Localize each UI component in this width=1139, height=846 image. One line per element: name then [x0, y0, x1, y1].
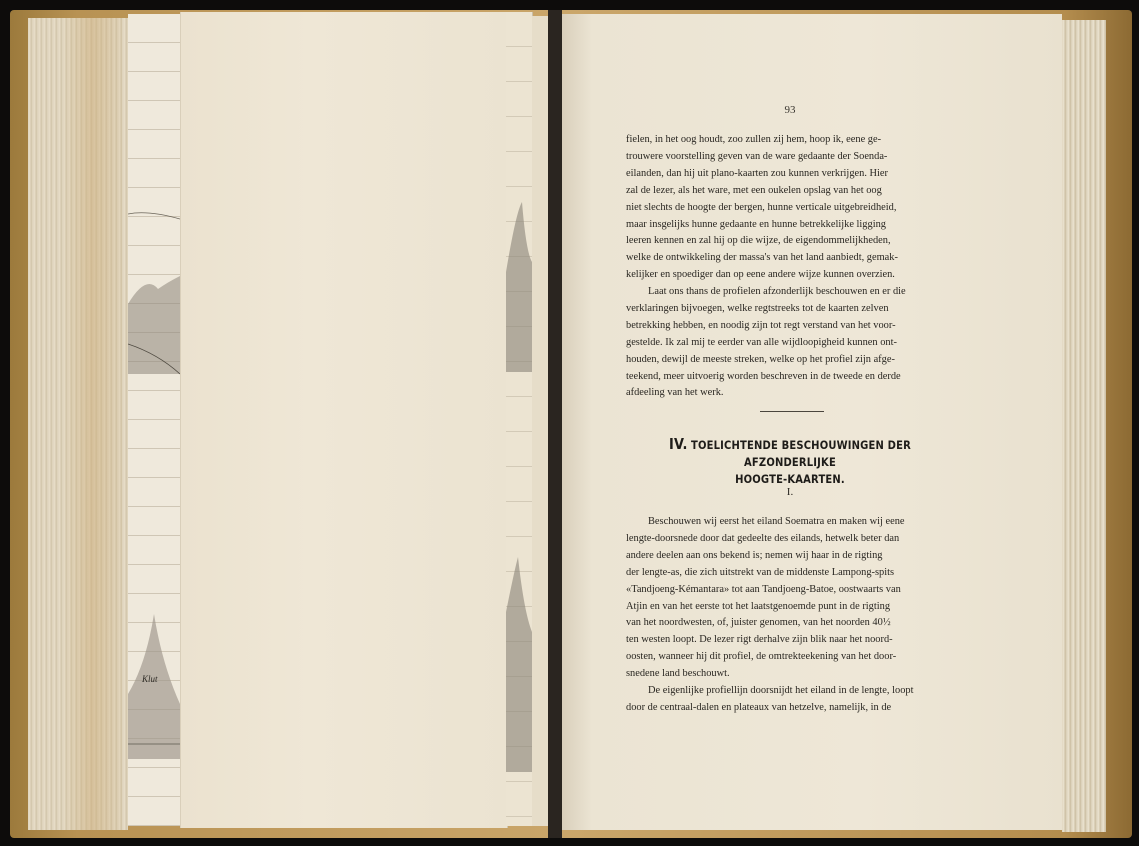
map-label-klut: Klut [142, 674, 158, 684]
paragraph-1 [626, 132, 954, 284]
text-line: afdeeling van het werk. [626, 387, 724, 399]
paragraph-3 [626, 514, 954, 683]
text-line: trouwere voorstelling geven van de ware gedaante der Soenda- [626, 150, 888, 162]
text-line: Beschouwen wij eerst het eiland Soematra en maken wij eene [648, 516, 905, 527]
right-page-edges [1062, 20, 1106, 832]
text-line: teekend, meer uitvoerig worden beschreven in de tweede en derde [626, 370, 901, 382]
text-line: niet slechts de hoogte der bergen, hunne verticale uitgebreidheid, [626, 201, 897, 213]
left-page-edges [28, 18, 128, 830]
text-line: betrekking hebben, en noodig zijn tot regt verstand van het voor- [626, 319, 896, 331]
blank-folded-page [180, 12, 508, 828]
page-stain [62, 18, 122, 830]
folded-map-strip-left [128, 14, 181, 826]
book-spine-gutter [548, 10, 562, 838]
text-line: fielen, in het oog houdt, zoo zullen zij hem, hoop ik, eene ge- [626, 134, 882, 145]
text-line: welke de ontwikkeling der massa's van het land aanbiedt, gemak- [626, 252, 898, 264]
paragraph-4 [626, 683, 954, 717]
text-line: ten westen loopt. De lezer rigt derhalve zijn blik naar het noord- [626, 634, 893, 646]
text-line: kelijker en spoediger dan op eene andere wijze kunnen overzien. [626, 269, 895, 281]
text-line: leeren kennen en zal hij op die wijze, de eigendommelijkheden, [626, 235, 891, 247]
heading-line-2: HOOGTE-KAARTEN. [735, 472, 845, 486]
heading-line-1 [649, 436, 931, 471]
heading-roman-numeral: IV. [669, 435, 688, 453]
text-line: De eigenlijke profiellijn doorsnijdt het eiland in de lengte, loopt [648, 685, 914, 696]
text-line: verklaringen bijvoegen, welke regtstreeks tot de kaarten zelven [626, 302, 889, 314]
text-line: Atjin en van het eerste tot het laatstgenoemde punt in de rigting [626, 600, 891, 612]
section-heading [649, 436, 931, 488]
mountain-profile-illustration [506, 12, 532, 826]
text-line: lengte-doorsnede door dat gedeelte des eilands, hetwelk beter dan [626, 532, 900, 544]
text-line: snedene land beschouwt. [626, 668, 730, 680]
paragraph-2 [626, 284, 954, 402]
text-line: maar insgelijks hunne gedaante en hunne betrekkelijke ligging [626, 218, 886, 230]
mountain-profile-illustration [128, 14, 180, 826]
text-line: oosten, wanneer hij dit profiel, de omtrekteekening van het door- [626, 651, 897, 663]
text-line: van het noordwesten, of, juister genomen, van het noorden 40½ [626, 617, 891, 629]
text-line: andere deelen aan ons bekend is; nemen wij haar in de rigting [626, 549, 883, 561]
text-line: eilanden, dan hij uit plano-kaarten zou kunnen verkrijgen. Hier [626, 167, 888, 179]
subsection-number: I. [786, 486, 794, 498]
folded-map-strip-right [506, 12, 533, 826]
text-line: Laat ons thans de profielen afzonderlijk beschouwen en er die [648, 286, 906, 297]
text-line: houden, dewijl de meeste streken, welke op het profiel zijn afge- [626, 353, 895, 365]
page-number: 93 [784, 104, 796, 116]
text-line: gestelde. Ik zal mij te eerder van alle wijdloopigheid kunnen ont- [626, 336, 897, 348]
section-divider [760, 411, 824, 412]
text-line: der lengte-as, die zich uitstrekt van de middenste Lampong-spits [626, 566, 895, 578]
text-line: «Tandjoeng-Kémantara» tot aan Tandjoeng-Batoe, oostwaarts van [626, 583, 901, 595]
text-line: zal de lezer, als het ware, met een oukelen opslag van het oog [626, 184, 882, 196]
text-line: door de centraal-dalen en plateaux van hetzelve, namelijk, in de [626, 701, 892, 713]
heading-text: TOELICHTENDE BESCHOUWINGEN DER AFZONDERLIJKE [691, 438, 911, 469]
